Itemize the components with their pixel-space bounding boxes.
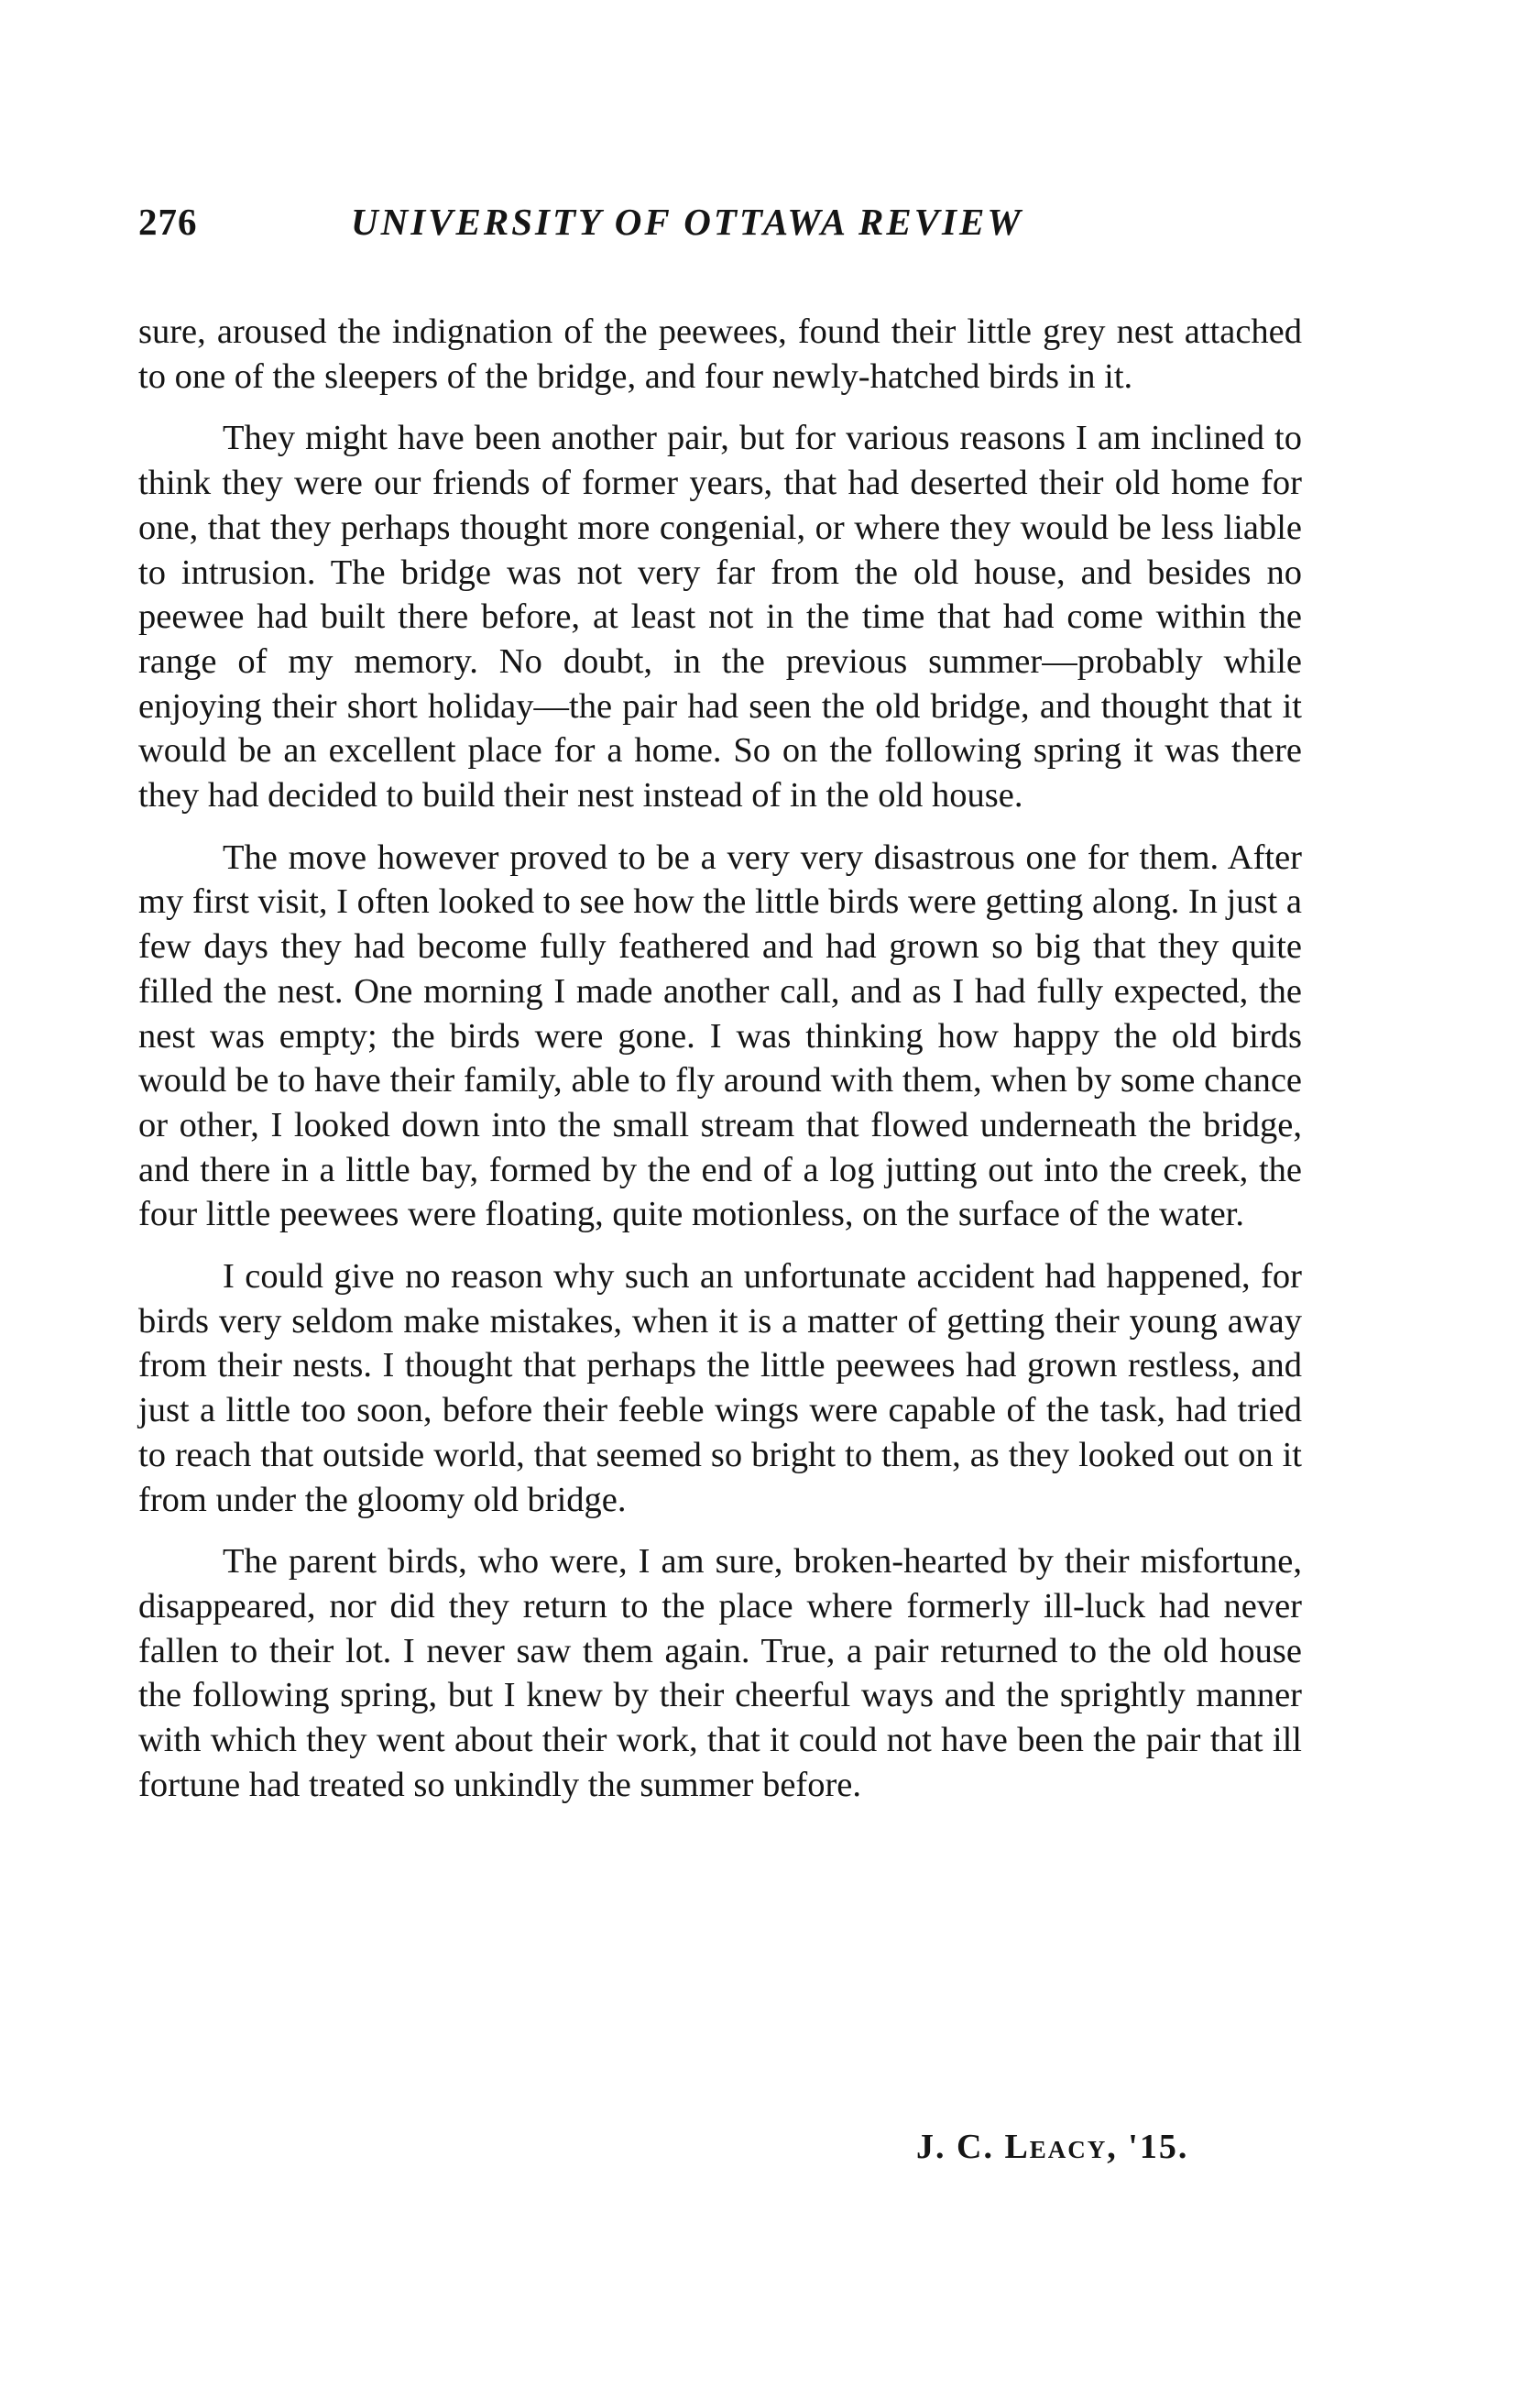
- page-number: 276: [138, 201, 198, 243]
- paragraph-4: I could give no reason why such an unfortunate accident had happened, for birds very seldom make mistakes, when it is a matter of getting their young away from their nests. I thought that perhaps the little peewees had grown restless, and just a little too soon, before their feeble wings were capable of the task, had tried to reach that outside world, that seemed so bright to them, as they looked out on it from under the gloomy old bridge.: [138, 1257, 1302, 1519]
- page-header: [138, 200, 1302, 255]
- paragraph-5: The parent birds, who were, I am sure, broken-hearted by their misfortune, disappeared, nor did they return to the place where formerly ill-luck had never fallen to their lot. I never saw them again. True, a pair returned to the old house the following spring, but I knew by their cheerful ways and the sprightly manner with which they went about their work, that it could not have been the pair that ill fortune had treated so unkindly the summer before.: [138, 1542, 1302, 1804]
- article-body: [138, 310, 1302, 1825]
- signature-text: J. C. Leacy, '15.: [916, 2128, 1189, 2166]
- running-title: UNIVERSITY OF OTTAWA REVIEW: [351, 201, 1023, 243]
- paragraph-1: sure, aroused the indignation of the peewees, found their little grey nest attached to one of the sleepers of the bridge, and four newly-hatched birds in it.: [138, 312, 1302, 396]
- paragraph-3: The move however proved to be a very very disastrous one for them. After my first visit, I often looked to see how the little birds were getting along. In just a few days they had become fully feathered and had grown so big that they quite filled the nest. One morning I made another call, and as I had fully expected, the nest was empty; the birds were gone. I was thinking how happy the old birds would be to have their family, able to fly around with them, when by some chance or other, I looked down into the small stream that flowed underneath the bridge, and there in a little bay, formed by the end of a log jutting out into the creek, the four little peewees were floating, quite motionless, on the surface of the water.: [138, 837, 1302, 1234]
- paragraph-2: They might have been another pair, but for various reasons I am inclined to think they were our friends of former years, that had deserted their old home for one, that they perhaps thought more congenial, or where they would be less liable to intrusion. The bridge was not very far from the old house, and besides no peewee had built there before, at least not in the time that had come within the range of my memory. No doubt, in the previous summer—probably while enjoying their short holiday—the pair had seen the old bridge, and thought that it would be an excellent place for a home. So on the following spring it was there they had decided to build their nest instead of in the old house.: [138, 419, 1302, 815]
- author-signature: [916, 2127, 1188, 2167]
